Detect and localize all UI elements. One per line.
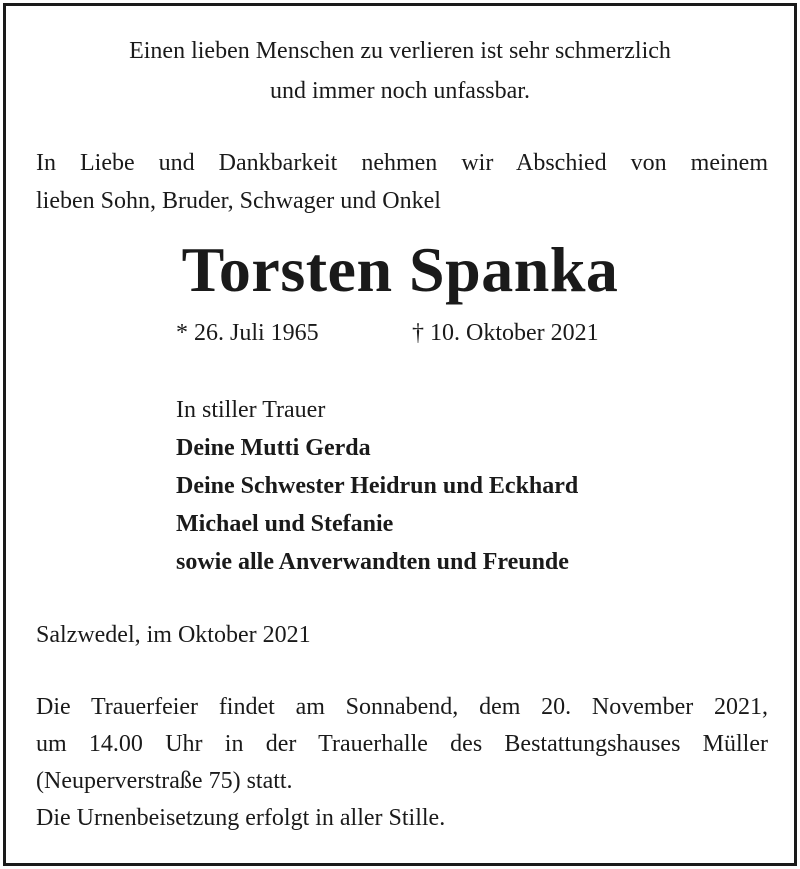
mourner-name: sowie alle Anverwandten und Freunde [176, 549, 569, 575]
service-line-1: Die Trauerfeier findet am Sonnabend, dem 20. November 2021, [36, 694, 768, 720]
place-date: Salzwedel, im Oktober 2021 [36, 622, 311, 648]
obituary-notice [3, 3, 797, 866]
birth-date: * 26. Juli 1965 [176, 320, 319, 346]
intro-line-2: lieben Sohn, Bruder, Schwager und Onkel [36, 188, 441, 214]
service-line-2: um 14.00 Uhr in der Trauerhalle des Bestattungshauses Müller [36, 731, 768, 757]
header-line-2: und immer noch unfassbar. [270, 78, 530, 104]
mourning-intro: In stiller Trauer [176, 397, 326, 423]
intro-line-1: In Liebe und Dankbarkeit nehmen wir Abschied von meinem [36, 150, 768, 176]
mourner-name: Deine Schwester Heidrun und Eckhard [176, 473, 579, 499]
death-date: † 10. Oktober 2021 [412, 320, 599, 346]
deceased-name: Torsten Spanka [181, 234, 619, 305]
service-line-3: (Neuperverstraße 75) statt. [36, 768, 293, 794]
mourner-name: Michael und Stefanie [176, 511, 394, 537]
header-line-1: Einen lieben Menschen zu verlieren ist sehr schmerzlich [129, 38, 671, 64]
mourner-name: Deine Mutti Gerda [176, 435, 371, 461]
service-line-4: Die Urnenbeisetzung erfolgt in aller Stille. [36, 805, 446, 831]
